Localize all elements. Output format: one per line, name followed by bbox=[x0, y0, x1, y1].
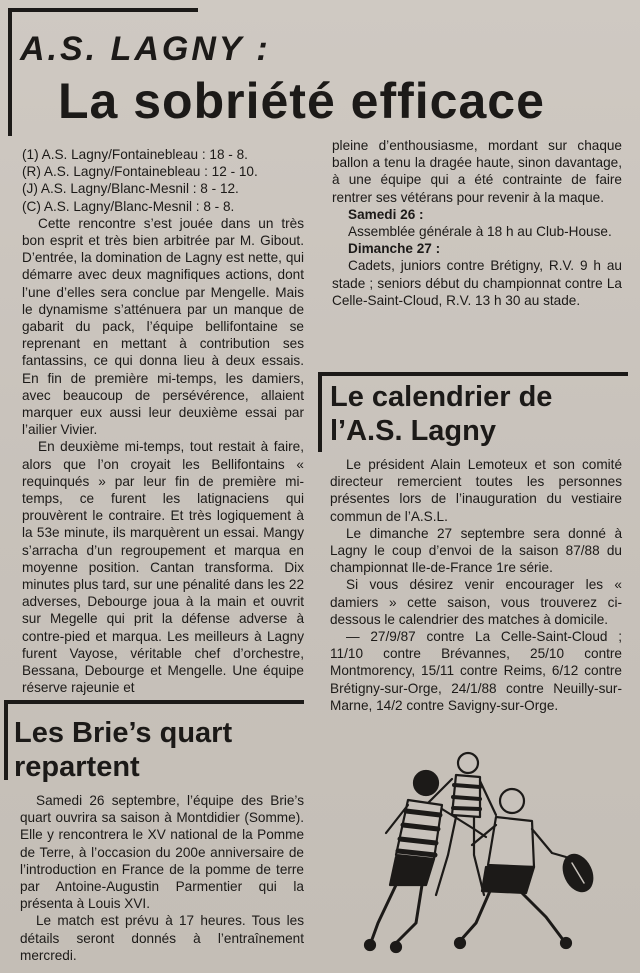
brie-article-title: Les Brie’s quart repartent bbox=[14, 717, 233, 783]
calendar-para-4: — 27/9/87 contre La Celle-Saint-Cloud ; 11/10 contre Brévannes, 25/10 contre Montmorency, 15/11 contre Reims, 6/12 contre Brétigny-sur-Orge, 24/1/88 contre Neuilly-sur-Marne, 14/2 contre Savigny-sur-Orge. bbox=[330, 629, 622, 713]
calendar-para-3: Si vous désirez venir encourager les « damiers » cette saison, vous trouverez ci-dessous le calendrier des matches à domicile. bbox=[330, 577, 622, 627]
calendar-box-top-rule bbox=[318, 372, 628, 376]
result-line: (1) A.S. Lagny/Fontainebleau : 18 - 8. bbox=[22, 147, 248, 162]
calendar-para-2: Le dimanche 27 septembre sera donné à Lagny le coup d’envoi de la saison 87/88 du championnat Ile-de-France 1re série. bbox=[330, 525, 622, 576]
calendar-para-1: Le président Alain Lemoteux et son comité directeur remercient toutes les personnes présentes lors de l’inauguration du vestiaire commun de l’A.S.L. bbox=[330, 457, 622, 524]
brie-box-top-rule bbox=[4, 700, 304, 704]
brie-article-body bbox=[20, 792, 304, 964]
header-top-rule bbox=[8, 8, 198, 12]
saturday-label: Samedi 26 : bbox=[348, 206, 424, 222]
brie-para-2: Le match est prévu à 17 heures. Tous les détails seront donnés à l’entraînement mercredi. bbox=[20, 913, 304, 963]
result-line: (C) A.S. Lagny/Blanc-Mesnil : 8 - 8. bbox=[22, 198, 235, 214]
sunday-label: Dimanche 27 : bbox=[348, 241, 441, 257]
rugby-players-illustration-icon bbox=[356, 745, 606, 960]
result-line: (R) A.S. Lagny/Fontainebleau : 12 - 10. bbox=[22, 164, 258, 180]
saturday-text: Assemblée générale à 18 h au Club-House. bbox=[348, 224, 612, 240]
calendar-article-title: Le calendrier de l’A.S. Lagny bbox=[330, 381, 553, 447]
main-para-1: Cette rencontre s’est jouée dans un très bon esprit et très bien arbitrée par M. Gibout. D’entrée, la domination de Lagny est nette, qui démarre avec deux magnifiques actions, dont l’une d’elles sera conclue par Mengelle. Mais le dynamisme s’atténuera par un manque de gabarit du pack, l’équipe bellifontaine se reprenant en mettant à contribution ses fantassins, ce qui donna lieu à deux essais. En fin de première mi-temps, les damiers, avec beaucoup de persévérence, allaient marquer eux aussi leur deuxième essai par l’ailier Vivier. bbox=[22, 215, 304, 438]
sunday-text: Cadets, juniors contre Brétigny, R.V. 9 h au stade ; seniors début du championnat contre La Celle-Saint-Cloud, R.V. 13 h 30 au stade. bbox=[332, 258, 622, 308]
brie-para-1: Samedi 26 septembre, l’équipe des Brie’s quart ouvrira sa saison à Montdidier (Somme). Elle y rencontrera le XV national de la Pomme de Terre, à l’occasion du 200e anniversaire de l’introduction en France de la pomme de terre par Antoine-Augustin Parmentier qui la présenta à Louis XVI. bbox=[20, 793, 304, 912]
main-article-right-column bbox=[332, 137, 622, 309]
main-article-left-column bbox=[22, 146, 304, 697]
kicker: A.S. LAGNY : bbox=[20, 30, 271, 68]
main-para-2: En deuxième mi-temps, tout restait à faire, alors que l’on croyait les Bellifontains « requinqués » par leur fin de première mi-temps, ce furent les latignaciens qui prouvèrent le contraire. Et très logiquement à la 53e minute, ils marquèrent un essai. Mangy s’arracha d’un regroupement et marqua en moyenne position. Cantan transforma. Dix minutes plus tard, sur une pénalité dans les 22 adverses, Debourge joua à la main et ouvrit sur Megelle qui prit la défense adverse à contre-pied et marqua. Les meilleurs à Lagny furent Vayose, véritable chef d’orchestre, Bessana, Debourge et Mengelle. Une équipe réserve rajeunie et bbox=[22, 439, 304, 696]
header-left-rule bbox=[8, 8, 12, 136]
result-line: (J) A.S. Lagny/Blanc-Mesnil : 8 - 12. bbox=[22, 181, 239, 197]
calendar-article-body bbox=[330, 456, 622, 714]
brie-box-left-rule bbox=[4, 700, 8, 780]
headline: La sobriété efficace bbox=[58, 73, 545, 129]
calendar-box-left-rule bbox=[318, 372, 322, 452]
main-para-3: pleine d’enthousiasme, mordant sur chaque ballon a tenu la dragée haute, sinon davantage, à une équipe qui a été contrainte de faire rentrer ses vétérans pour revenir à la maque. bbox=[332, 138, 622, 205]
